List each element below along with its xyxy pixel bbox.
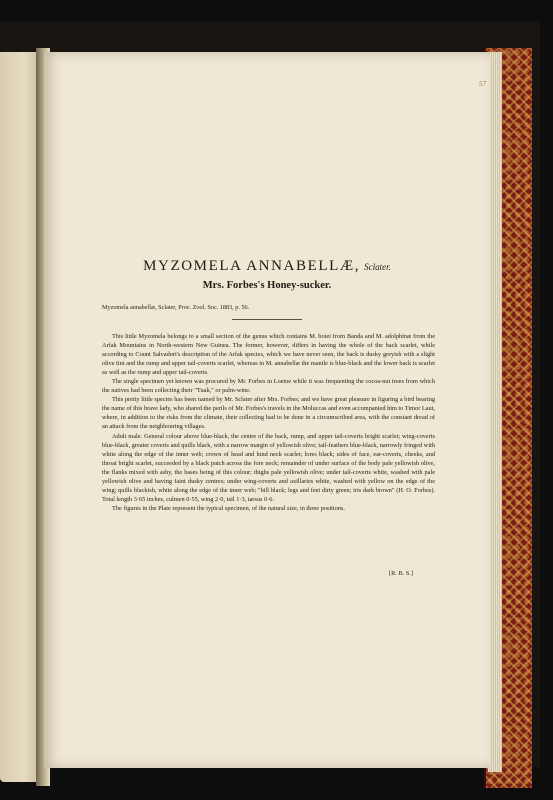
previous-page-edge bbox=[0, 52, 40, 782]
book-spread bbox=[0, 22, 540, 767]
description-body bbox=[102, 332, 435, 513]
paragraph-plate: The figures in the Plate represent the typical specimen, of the natural size, in three positions. bbox=[112, 504, 345, 512]
citation: Myzomela annabellæ, Sclater, Proc. Zool. Soc. 1883, p. 56. bbox=[102, 304, 250, 311]
species-author: Sclater. bbox=[364, 262, 391, 272]
divider-rule bbox=[232, 319, 302, 320]
text-page bbox=[44, 52, 490, 768]
common-name: Mrs. Forbes's Honey-sucker. bbox=[202, 280, 332, 291]
paragraph-intro: This little Myzomela belongs to a small section of the genus which contains M. boiei from Banda and M. adolphinæ from the Arfak Mountains in North-western New Guinea. The former, however, differs in having the whole of the back scarlet, while according to Count Salvadori's description of the Arfak species, which we have never seen, the back is dusky greyish with a slight olive tint and the rump and upper tail-coverts scarlet, whereas in M. annabellæ the mantle is blue-black and the lower back is scarlet as well as the rump and upper tail-coverts. bbox=[102, 333, 435, 377]
paragraph-naming: This pretty little species has been named by Mr. Sclater after Mrs. Forbes; and we have great pleasure in figuring a bird bearing the name of this brave lady, who shared the perils of Mr. Forbes's travels in the Moluccas and even accompanied him to Timor Laut, where, in addition to the risks from the climate, their collecting had to be done in a circumscribed area, with the constant dread of an attack from the neighbouring villages. bbox=[102, 396, 435, 431]
species-name: MYZOMELA ANNABELLÆ, bbox=[143, 258, 361, 274]
author-initials: [R. B. S.] bbox=[389, 570, 413, 577]
paragraph-specimen: The single specimen yet known was procured by Mr. Forbes in Loetoe while it was frequenting the cocoa-nut trees from which the natives had been collecting their "Tuak," or palm-wine. bbox=[102, 378, 435, 395]
page-block-edges bbox=[488, 52, 502, 772]
paragraph-adult-male: Adult male. General colour above blue-black, the centre of the back, rump, and upper tail-coverts bright scarlet; wing-coverts blue-black, greater coverts and quills black, with a narrow margin of yellowish olive; tail-feathers blue-black, narrowly fringed with white along the edge of the inner web; crown of head and hind neck scarlet; lores black; sides of face, ear-coverts, cheeks, and throat bright scarlet, succeeded by a black patch across the fore neck; remainder of under surface of the body pale yellowish olive, the flanks mixed with ashy, the bases being of this colour; thighs pale yellowish olive; under tail-coverts white, washed with pale yellowish olive and having faint dusky centres; under wing-coverts and axillaries white, washed with yellow on the edge of the wing; quills blackish, white along the edge of the inner web; "bill black; legs and feet dirty green; iris dark brown" (H. O. Forbes). Total length 3·65 inches, culmen 0·55, wing 2·0, tail 1·3, tarsus 0·6. bbox=[102, 432, 435, 503]
page-number: 57 bbox=[479, 80, 486, 88]
species-heading bbox=[44, 257, 490, 275]
